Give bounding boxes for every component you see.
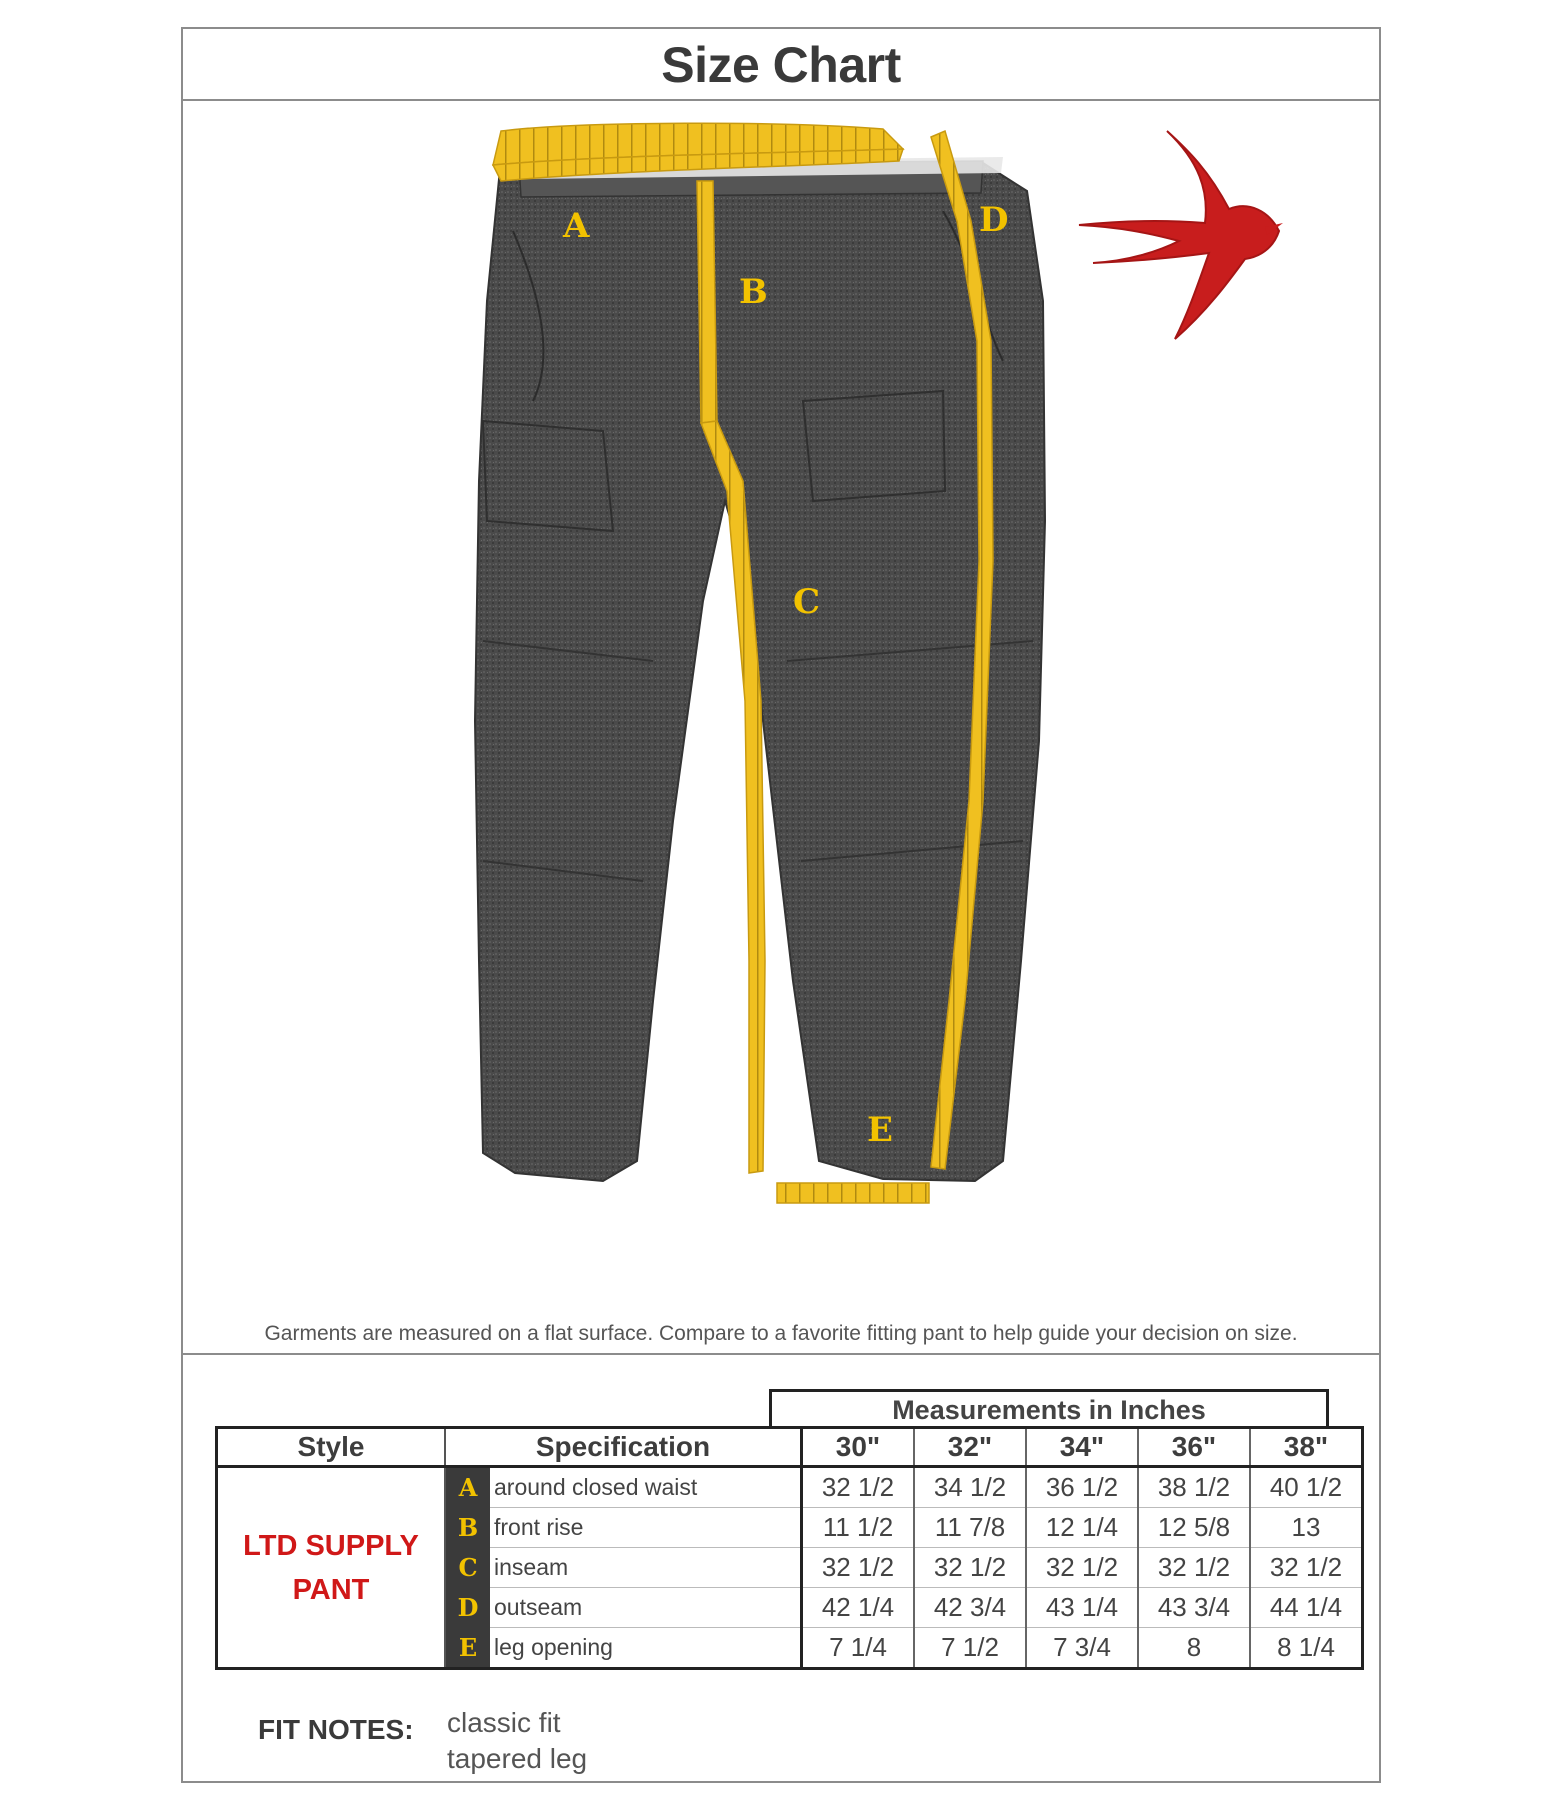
cell-value: 43 3/4	[1138, 1588, 1250, 1628]
cell-value: 32 1/2	[1250, 1548, 1363, 1588]
cell-value: 34 1/2	[914, 1467, 1026, 1508]
row-letter: D	[445, 1588, 490, 1628]
cell-value: 32 1/2	[802, 1548, 915, 1588]
cell-value: 32 1/2	[914, 1548, 1026, 1588]
marker-a: A	[563, 206, 590, 246]
header-specification: Specification	[445, 1428, 802, 1467]
table-row	[217, 1467, 1363, 1508]
pants-figure	[183, 101, 1379, 1329]
header-size-34: 34"	[1026, 1428, 1138, 1467]
cell-value: 11 1/2	[802, 1508, 915, 1548]
cell-value: 8 1/4	[1250, 1628, 1363, 1669]
row-spec: inseam	[490, 1548, 802, 1588]
row-spec: outseam	[490, 1588, 802, 1628]
table-header-row	[217, 1428, 1363, 1467]
style-name-line1: LTD SUPPLY	[243, 1529, 419, 1562]
cell-value: 8	[1138, 1628, 1250, 1669]
section-divider	[183, 1353, 1379, 1355]
row-spec: front rise	[490, 1508, 802, 1548]
header-size-38: 38"	[1250, 1428, 1363, 1467]
style-name	[217, 1467, 446, 1669]
row-spec: leg opening	[490, 1628, 802, 1669]
title-bar	[183, 29, 1379, 101]
row-letter: E	[445, 1628, 490, 1669]
cell-value: 32 1/2	[1138, 1548, 1250, 1588]
cell-value: 42 1/4	[802, 1588, 915, 1628]
cell-value: 32 1/2	[1026, 1548, 1138, 1588]
fit-note-line: tapered leg	[447, 1743, 588, 1774]
pants-illustration	[183, 101, 1379, 1329]
fit-notes	[447, 1705, 587, 1777]
row-spec: around closed waist	[490, 1467, 802, 1508]
measurements-group-header: Measurements in Inches	[769, 1389, 1329, 1427]
cell-value: 38 1/2	[1138, 1467, 1250, 1508]
cell-value: 12 1/4	[1026, 1508, 1138, 1548]
cell-value: 40 1/2	[1250, 1467, 1363, 1508]
cell-value: 36 1/2	[1026, 1467, 1138, 1508]
size-table	[215, 1426, 1364, 1670]
cell-value: 42 3/4	[914, 1588, 1026, 1628]
header-size-30: 30"	[802, 1428, 915, 1467]
tape-rise	[697, 181, 717, 423]
cell-value: 11 7/8	[914, 1508, 1026, 1548]
fit-notes-label: FIT NOTES:	[258, 1714, 414, 1745]
cell-value: 7 1/2	[914, 1628, 1026, 1669]
cell-value: 7 3/4	[1026, 1628, 1138, 1669]
cell-value: 44 1/4	[1250, 1588, 1363, 1628]
marker-e: E	[867, 1110, 893, 1150]
cell-value: 43 1/4	[1026, 1588, 1138, 1628]
page-title: Size Chart	[661, 37, 901, 93]
style-name-line2: PANT	[292, 1573, 370, 1606]
swallow-bird-icon	[1079, 131, 1283, 339]
cell-value: 13	[1250, 1508, 1363, 1548]
cell-value: 32 1/2	[802, 1467, 915, 1508]
row-letter: A	[445, 1467, 490, 1508]
row-letter: B	[445, 1508, 490, 1548]
cell-value: 12 5/8	[1138, 1508, 1250, 1548]
cell-value: 7 1/4	[802, 1628, 915, 1669]
figure-caption: Garments are measured on a flat surface. Compare to a favorite fitting pant to help guide your decision on size.	[264, 1322, 1298, 1345]
tape-leg-opening	[777, 1183, 929, 1203]
header-size-36: 36"	[1138, 1428, 1250, 1467]
header-style: Style	[217, 1428, 446, 1467]
row-letter: C	[445, 1548, 490, 1588]
fit-note-line: classic fit	[447, 1707, 561, 1738]
size-chart-frame	[181, 27, 1381, 1783]
marker-b: B	[739, 272, 768, 312]
marker-d: D	[979, 200, 1009, 240]
header-size-32: 32"	[914, 1428, 1026, 1467]
marker-c: C	[793, 582, 821, 622]
